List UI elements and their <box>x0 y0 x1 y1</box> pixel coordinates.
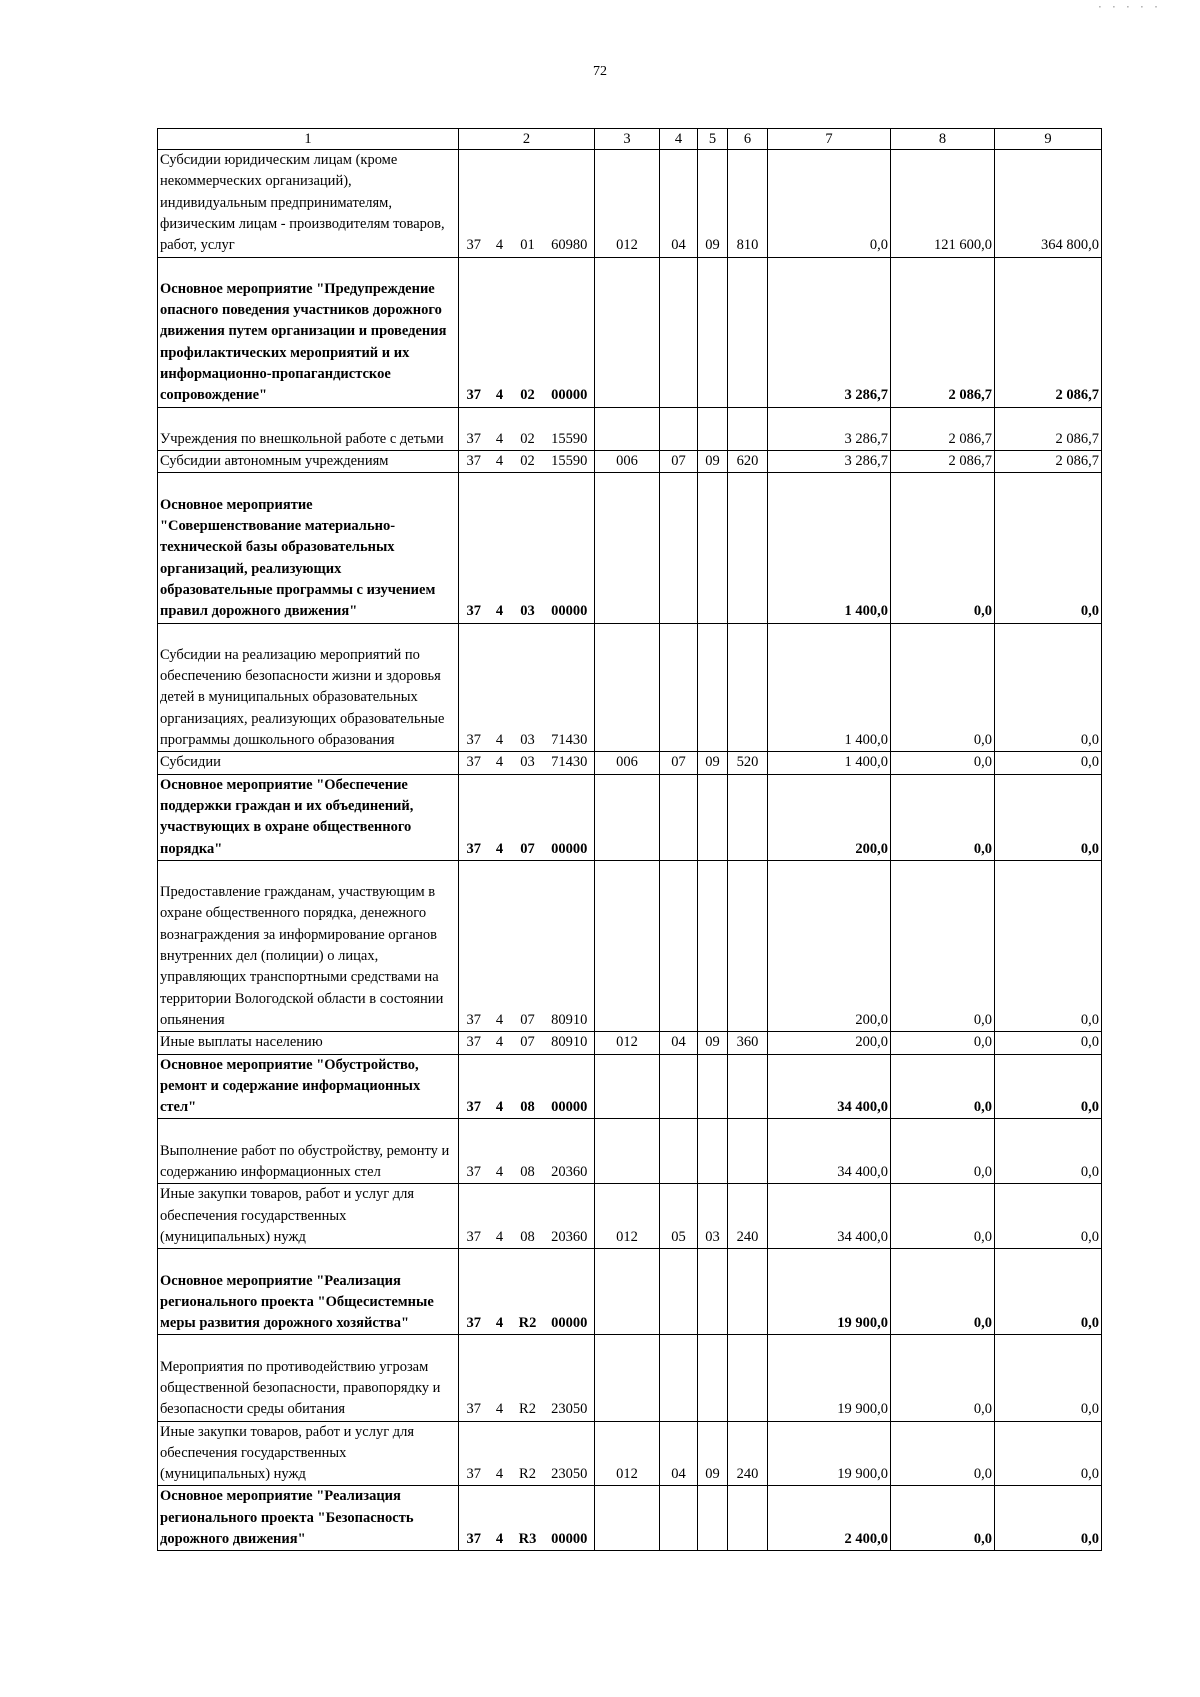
code-part-cell: 08 <box>511 1184 545 1249</box>
column-3-cell: 006 <box>595 752 660 774</box>
code-part-cell: 4 <box>489 1486 511 1551</box>
column-4-cell <box>660 1335 698 1421</box>
column-4-cell <box>660 407 698 451</box>
code-part-cell: R2 <box>511 1249 545 1335</box>
scan-edge-mark: · · · · · <box>1096 2 1160 13</box>
code-part-cell: 4 <box>489 1054 511 1119</box>
column-4-cell: 04 <box>660 1421 698 1486</box>
row-name-cell: Иные закупки товаров, работ и услуг для обеспечения государственных (муниципальных) нужд <box>158 1421 459 1486</box>
column-9-value: 0,0 <box>995 752 1102 774</box>
code-part-cell: 60980 <box>545 150 595 258</box>
column-3-cell <box>595 407 660 451</box>
column-5-cell: 09 <box>698 150 728 258</box>
column-5-cell <box>698 1486 728 1551</box>
table-row <box>158 752 1102 774</box>
column-4-cell <box>660 774 698 860</box>
column-8-value: 0,0 <box>891 1184 995 1249</box>
header-cell: 3 <box>595 129 660 150</box>
column-7-value: 34 400,0 <box>768 1184 891 1249</box>
column-4-cell <box>660 1119 698 1184</box>
column-3-cell <box>595 1486 660 1551</box>
code-part-cell: 15590 <box>545 451 595 473</box>
column-8-value: 0,0 <box>891 860 995 1031</box>
column-6-cell: 620 <box>728 451 768 473</box>
column-5-cell: 03 <box>698 1184 728 1249</box>
column-9-value: 0,0 <box>995 1119 1102 1184</box>
code-part-cell: 37 <box>459 1119 489 1184</box>
code-part-cell: 4 <box>489 407 511 451</box>
column-3-cell: 006 <box>595 451 660 473</box>
code-part-cell: 4 <box>489 1249 511 1335</box>
column-5-cell <box>698 1335 728 1421</box>
table-row <box>158 1486 1102 1551</box>
row-name-cell: Субсидии <box>158 752 459 774</box>
code-part-cell: 4 <box>489 451 511 473</box>
column-5-cell <box>698 257 728 407</box>
column-9-value: 0,0 <box>995 774 1102 860</box>
code-part-cell: 4 <box>489 860 511 1031</box>
code-part-cell: 37 <box>459 1249 489 1335</box>
table-row <box>158 473 1102 623</box>
column-4-cell <box>660 257 698 407</box>
column-7-value: 19 900,0 <box>768 1335 891 1421</box>
code-part-cell: 37 <box>459 1184 489 1249</box>
row-name-cell: Субсидии автономным учреждениям <box>158 451 459 473</box>
code-part-cell: 03 <box>511 752 545 774</box>
header-cell: 9 <box>995 129 1102 150</box>
table-row <box>158 257 1102 407</box>
column-4-cell: 04 <box>660 1032 698 1054</box>
column-7-value: 1 400,0 <box>768 752 891 774</box>
row-name-cell: Субсидии юридическим лицам (кроме некоммерческих организаций), индивидуальным предпринимателям, физическим лицам - производителям товаров, работ, услуг <box>158 150 459 258</box>
code-part-cell: 02 <box>511 407 545 451</box>
column-3-cell <box>595 1249 660 1335</box>
column-4-cell <box>660 473 698 623</box>
code-part-cell: 37 <box>459 1335 489 1421</box>
column-3-cell <box>595 1119 660 1184</box>
code-part-cell: 37 <box>459 451 489 473</box>
code-part-cell: 08 <box>511 1119 545 1184</box>
column-4-cell <box>660 1054 698 1119</box>
code-part-cell: 37 <box>459 774 489 860</box>
column-9-value: 0,0 <box>995 1032 1102 1054</box>
column-7-value: 200,0 <box>768 1032 891 1054</box>
table-row <box>158 1249 1102 1335</box>
code-part-cell: 00000 <box>545 1486 595 1551</box>
column-9-value: 0,0 <box>995 1421 1102 1486</box>
column-4-cell <box>660 1486 698 1551</box>
code-part-cell: 4 <box>489 1032 511 1054</box>
column-3-cell <box>595 623 660 752</box>
column-5-cell <box>698 1054 728 1119</box>
code-part-cell: 4 <box>489 257 511 407</box>
column-4-cell: 07 <box>660 752 698 774</box>
header-cell: 5 <box>698 129 728 150</box>
table-row <box>158 774 1102 860</box>
column-3-cell <box>595 473 660 623</box>
column-9-value: 2 086,7 <box>995 257 1102 407</box>
column-6-cell <box>728 1249 768 1335</box>
column-4-cell: 05 <box>660 1184 698 1249</box>
column-3-cell: 012 <box>595 1032 660 1054</box>
code-part-cell: 71430 <box>545 623 595 752</box>
column-3-cell: 012 <box>595 150 660 258</box>
code-part-cell: 37 <box>459 860 489 1031</box>
column-9-value: 0,0 <box>995 1486 1102 1551</box>
column-3-cell <box>595 774 660 860</box>
code-part-cell: R3 <box>511 1486 545 1551</box>
code-part-cell: 4 <box>489 1119 511 1184</box>
code-part-cell: 03 <box>511 623 545 752</box>
column-6-cell <box>728 774 768 860</box>
column-7-value: 1 400,0 <box>768 473 891 623</box>
header-cell: 1 <box>158 129 459 150</box>
column-6-cell <box>728 1486 768 1551</box>
column-8-value: 2 086,7 <box>891 257 995 407</box>
column-7-value: 200,0 <box>768 860 891 1031</box>
column-7-value: 3 286,7 <box>768 407 891 451</box>
budget-table <box>157 128 1102 1551</box>
column-8-value: 2 086,7 <box>891 407 995 451</box>
header-cell: 2 <box>459 129 595 150</box>
column-5-cell <box>698 860 728 1031</box>
code-part-cell: 00000 <box>545 257 595 407</box>
column-8-value: 0,0 <box>891 1249 995 1335</box>
table-row <box>158 1184 1102 1249</box>
row-name-cell: Основное мероприятие "Обустройство, ремонт и содержание информационных стел" <box>158 1054 459 1119</box>
code-part-cell: 20360 <box>545 1184 595 1249</box>
code-part-cell: 02 <box>511 257 545 407</box>
column-8-value: 0,0 <box>891 1486 995 1551</box>
column-7-value: 34 400,0 <box>768 1054 891 1119</box>
column-6-cell: 520 <box>728 752 768 774</box>
header-cell: 6 <box>728 129 768 150</box>
code-part-cell: 37 <box>459 407 489 451</box>
code-part-cell: 71430 <box>545 752 595 774</box>
header-cell: 8 <box>891 129 995 150</box>
code-part-cell: 02 <box>511 451 545 473</box>
column-6-cell <box>728 1054 768 1119</box>
code-part-cell: 00000 <box>545 473 595 623</box>
header-cell: 7 <box>768 129 891 150</box>
column-6-cell <box>728 623 768 752</box>
column-3-cell <box>595 1054 660 1119</box>
table-row <box>158 1421 1102 1486</box>
code-part-cell: 23050 <box>545 1421 595 1486</box>
row-name-cell: Выполнение работ по обустройству, ремонту и содержанию информационных стел <box>158 1119 459 1184</box>
column-6-cell <box>728 1335 768 1421</box>
column-6-cell <box>728 1119 768 1184</box>
column-7-value: 34 400,0 <box>768 1119 891 1184</box>
column-9-value: 0,0 <box>995 1054 1102 1119</box>
code-part-cell: 03 <box>511 473 545 623</box>
code-part-cell: 37 <box>459 150 489 258</box>
code-part-cell: 4 <box>489 774 511 860</box>
column-7-value: 2 400,0 <box>768 1486 891 1551</box>
column-6-cell <box>728 860 768 1031</box>
column-8-value: 0,0 <box>891 473 995 623</box>
code-part-cell: 07 <box>511 1032 545 1054</box>
column-7-value: 200,0 <box>768 774 891 860</box>
column-5-cell <box>698 774 728 860</box>
code-part-cell: 37 <box>459 1421 489 1486</box>
code-part-cell: 37 <box>459 473 489 623</box>
column-9-value: 0,0 <box>995 1249 1102 1335</box>
code-part-cell: 80910 <box>545 1032 595 1054</box>
code-part-cell: 4 <box>489 1184 511 1249</box>
column-7-value: 0,0 <box>768 150 891 258</box>
column-7-value: 19 900,0 <box>768 1421 891 1486</box>
row-name-cell: Иные закупки товаров, работ и услуг для обеспечения государственных (муниципальных) нужд <box>158 1184 459 1249</box>
column-4-cell <box>660 1249 698 1335</box>
column-7-value: 3 286,7 <box>768 451 891 473</box>
row-name-cell: Учреждения по внешкольной работе с детьми <box>158 407 459 451</box>
code-part-cell: 20360 <box>545 1119 595 1184</box>
table-row <box>158 860 1102 1031</box>
code-part-cell: 37 <box>459 257 489 407</box>
column-6-cell: 240 <box>728 1421 768 1486</box>
column-8-value: 2 086,7 <box>891 451 995 473</box>
row-name-cell: Субсидии на реализацию мероприятий по обеспечению безопасности жизни и здоровья детей в муниципальных образовательных организациях, реализующих образовательные программы дошкольного образования <box>158 623 459 752</box>
code-part-cell: 08 <box>511 1054 545 1119</box>
code-part-cell: 37 <box>459 752 489 774</box>
column-5-cell: 09 <box>698 1421 728 1486</box>
column-5-cell: 09 <box>698 1032 728 1054</box>
code-part-cell: 00000 <box>545 1249 595 1335</box>
row-name-cell: Основное мероприятие "Обеспечение поддержки граждан и их объединений, участвующих в охране общественного порядка" <box>158 774 459 860</box>
column-8-value: 0,0 <box>891 1119 995 1184</box>
code-part-cell: 37 <box>459 1032 489 1054</box>
column-8-value: 0,0 <box>891 752 995 774</box>
column-4-cell: 07 <box>660 451 698 473</box>
code-part-cell: 07 <box>511 860 545 1031</box>
row-name-cell: Иные выплаты населению <box>158 1032 459 1054</box>
code-part-cell: 15590 <box>545 407 595 451</box>
code-part-cell: 4 <box>489 1335 511 1421</box>
column-5-cell <box>698 623 728 752</box>
code-part-cell: 00000 <box>545 774 595 860</box>
code-part-cell: 4 <box>489 473 511 623</box>
code-part-cell: 4 <box>489 752 511 774</box>
column-3-cell <box>595 257 660 407</box>
column-8-value: 121 600,0 <box>891 150 995 258</box>
column-8-value: 0,0 <box>891 1421 995 1486</box>
column-4-cell <box>660 860 698 1031</box>
table-row <box>158 1119 1102 1184</box>
code-part-cell: 00000 <box>545 1054 595 1119</box>
code-part-cell: 07 <box>511 774 545 860</box>
column-9-value: 0,0 <box>995 1335 1102 1421</box>
row-name-cell: Предоставление гражданам, участвующим в охране общественного порядка, денежного вознаграждения за информирование органов внутренних дел (полиции) о лицах, управляющих транспортными средствами на территории Вологодской области в состоянии опьянения <box>158 860 459 1031</box>
row-name-cell: Основное мероприятие "Реализация регионального проекта "Безопасность дорожного движения" <box>158 1486 459 1551</box>
column-5-cell <box>698 1249 728 1335</box>
column-3-cell <box>595 860 660 1031</box>
column-7-value: 3 286,7 <box>768 257 891 407</box>
column-9-value: 0,0 <box>995 473 1102 623</box>
column-4-cell <box>660 623 698 752</box>
column-9-value: 0,0 <box>995 623 1102 752</box>
code-part-cell: R2 <box>511 1421 545 1486</box>
code-part-cell: 37 <box>459 623 489 752</box>
column-5-cell: 09 <box>698 451 728 473</box>
table-row <box>158 623 1102 752</box>
column-3-cell: 012 <box>595 1421 660 1486</box>
table-row <box>158 1335 1102 1421</box>
code-part-cell: 01 <box>511 150 545 258</box>
column-6-cell: 360 <box>728 1032 768 1054</box>
table-row <box>158 1032 1102 1054</box>
code-part-cell: 23050 <box>545 1335 595 1421</box>
column-7-value: 19 900,0 <box>768 1249 891 1335</box>
column-3-cell: 012 <box>595 1184 660 1249</box>
column-6-cell: 240 <box>728 1184 768 1249</box>
code-part-cell: 4 <box>489 150 511 258</box>
code-part-cell: 37 <box>459 1486 489 1551</box>
row-name-cell: Основное мероприятие "Предупреждение опасного поведения участников дорожного движения путем организации и проведения профилактических мероприятий и их информационно-пропагандистское сопровождение" <box>158 257 459 407</box>
row-name-cell: Основное мероприятие "Совершенствование материально-технической базы образовательных организаций, реализующих образовательные программы с изучением правил дорожного движения" <box>158 473 459 623</box>
column-6-cell <box>728 473 768 623</box>
column-5-cell: 09 <box>698 752 728 774</box>
column-4-cell: 04 <box>660 150 698 258</box>
column-9-value: 2 086,7 <box>995 407 1102 451</box>
row-name-cell: Основное мероприятие "Реализация регионального проекта "Общесистемные меры развития дорожного хозяйства" <box>158 1249 459 1335</box>
column-3-cell <box>595 1335 660 1421</box>
row-name-cell: Мероприятия по противодействию угрозам общественной безопасности, правопорядку и безопасности среды обитания <box>158 1335 459 1421</box>
code-part-cell: 80910 <box>545 860 595 1031</box>
column-8-value: 0,0 <box>891 1032 995 1054</box>
column-6-cell <box>728 257 768 407</box>
code-part-cell: 4 <box>489 1421 511 1486</box>
page-number: 72 <box>593 64 607 79</box>
column-8-value: 0,0 <box>891 623 995 752</box>
table-row <box>158 407 1102 451</box>
column-7-value: 1 400,0 <box>768 623 891 752</box>
table-row <box>158 150 1102 258</box>
column-9-value: 364 800,0 <box>995 150 1102 258</box>
column-8-value: 0,0 <box>891 1335 995 1421</box>
column-5-cell <box>698 1119 728 1184</box>
column-8-value: 0,0 <box>891 774 995 860</box>
code-part-cell: 37 <box>459 1054 489 1119</box>
code-part-cell: 4 <box>489 623 511 752</box>
column-6-cell <box>728 407 768 451</box>
column-5-cell <box>698 473 728 623</box>
table-row <box>158 1054 1102 1119</box>
column-9-value: 0,0 <box>995 860 1102 1031</box>
table-row <box>158 451 1102 473</box>
column-8-value: 0,0 <box>891 1054 995 1119</box>
code-part-cell: R2 <box>511 1335 545 1421</box>
column-9-value: 0,0 <box>995 1184 1102 1249</box>
column-6-cell: 810 <box>728 150 768 258</box>
column-9-value: 2 086,7 <box>995 451 1102 473</box>
header-row <box>158 129 1102 150</box>
header-cell: 4 <box>660 129 698 150</box>
column-5-cell <box>698 407 728 451</box>
